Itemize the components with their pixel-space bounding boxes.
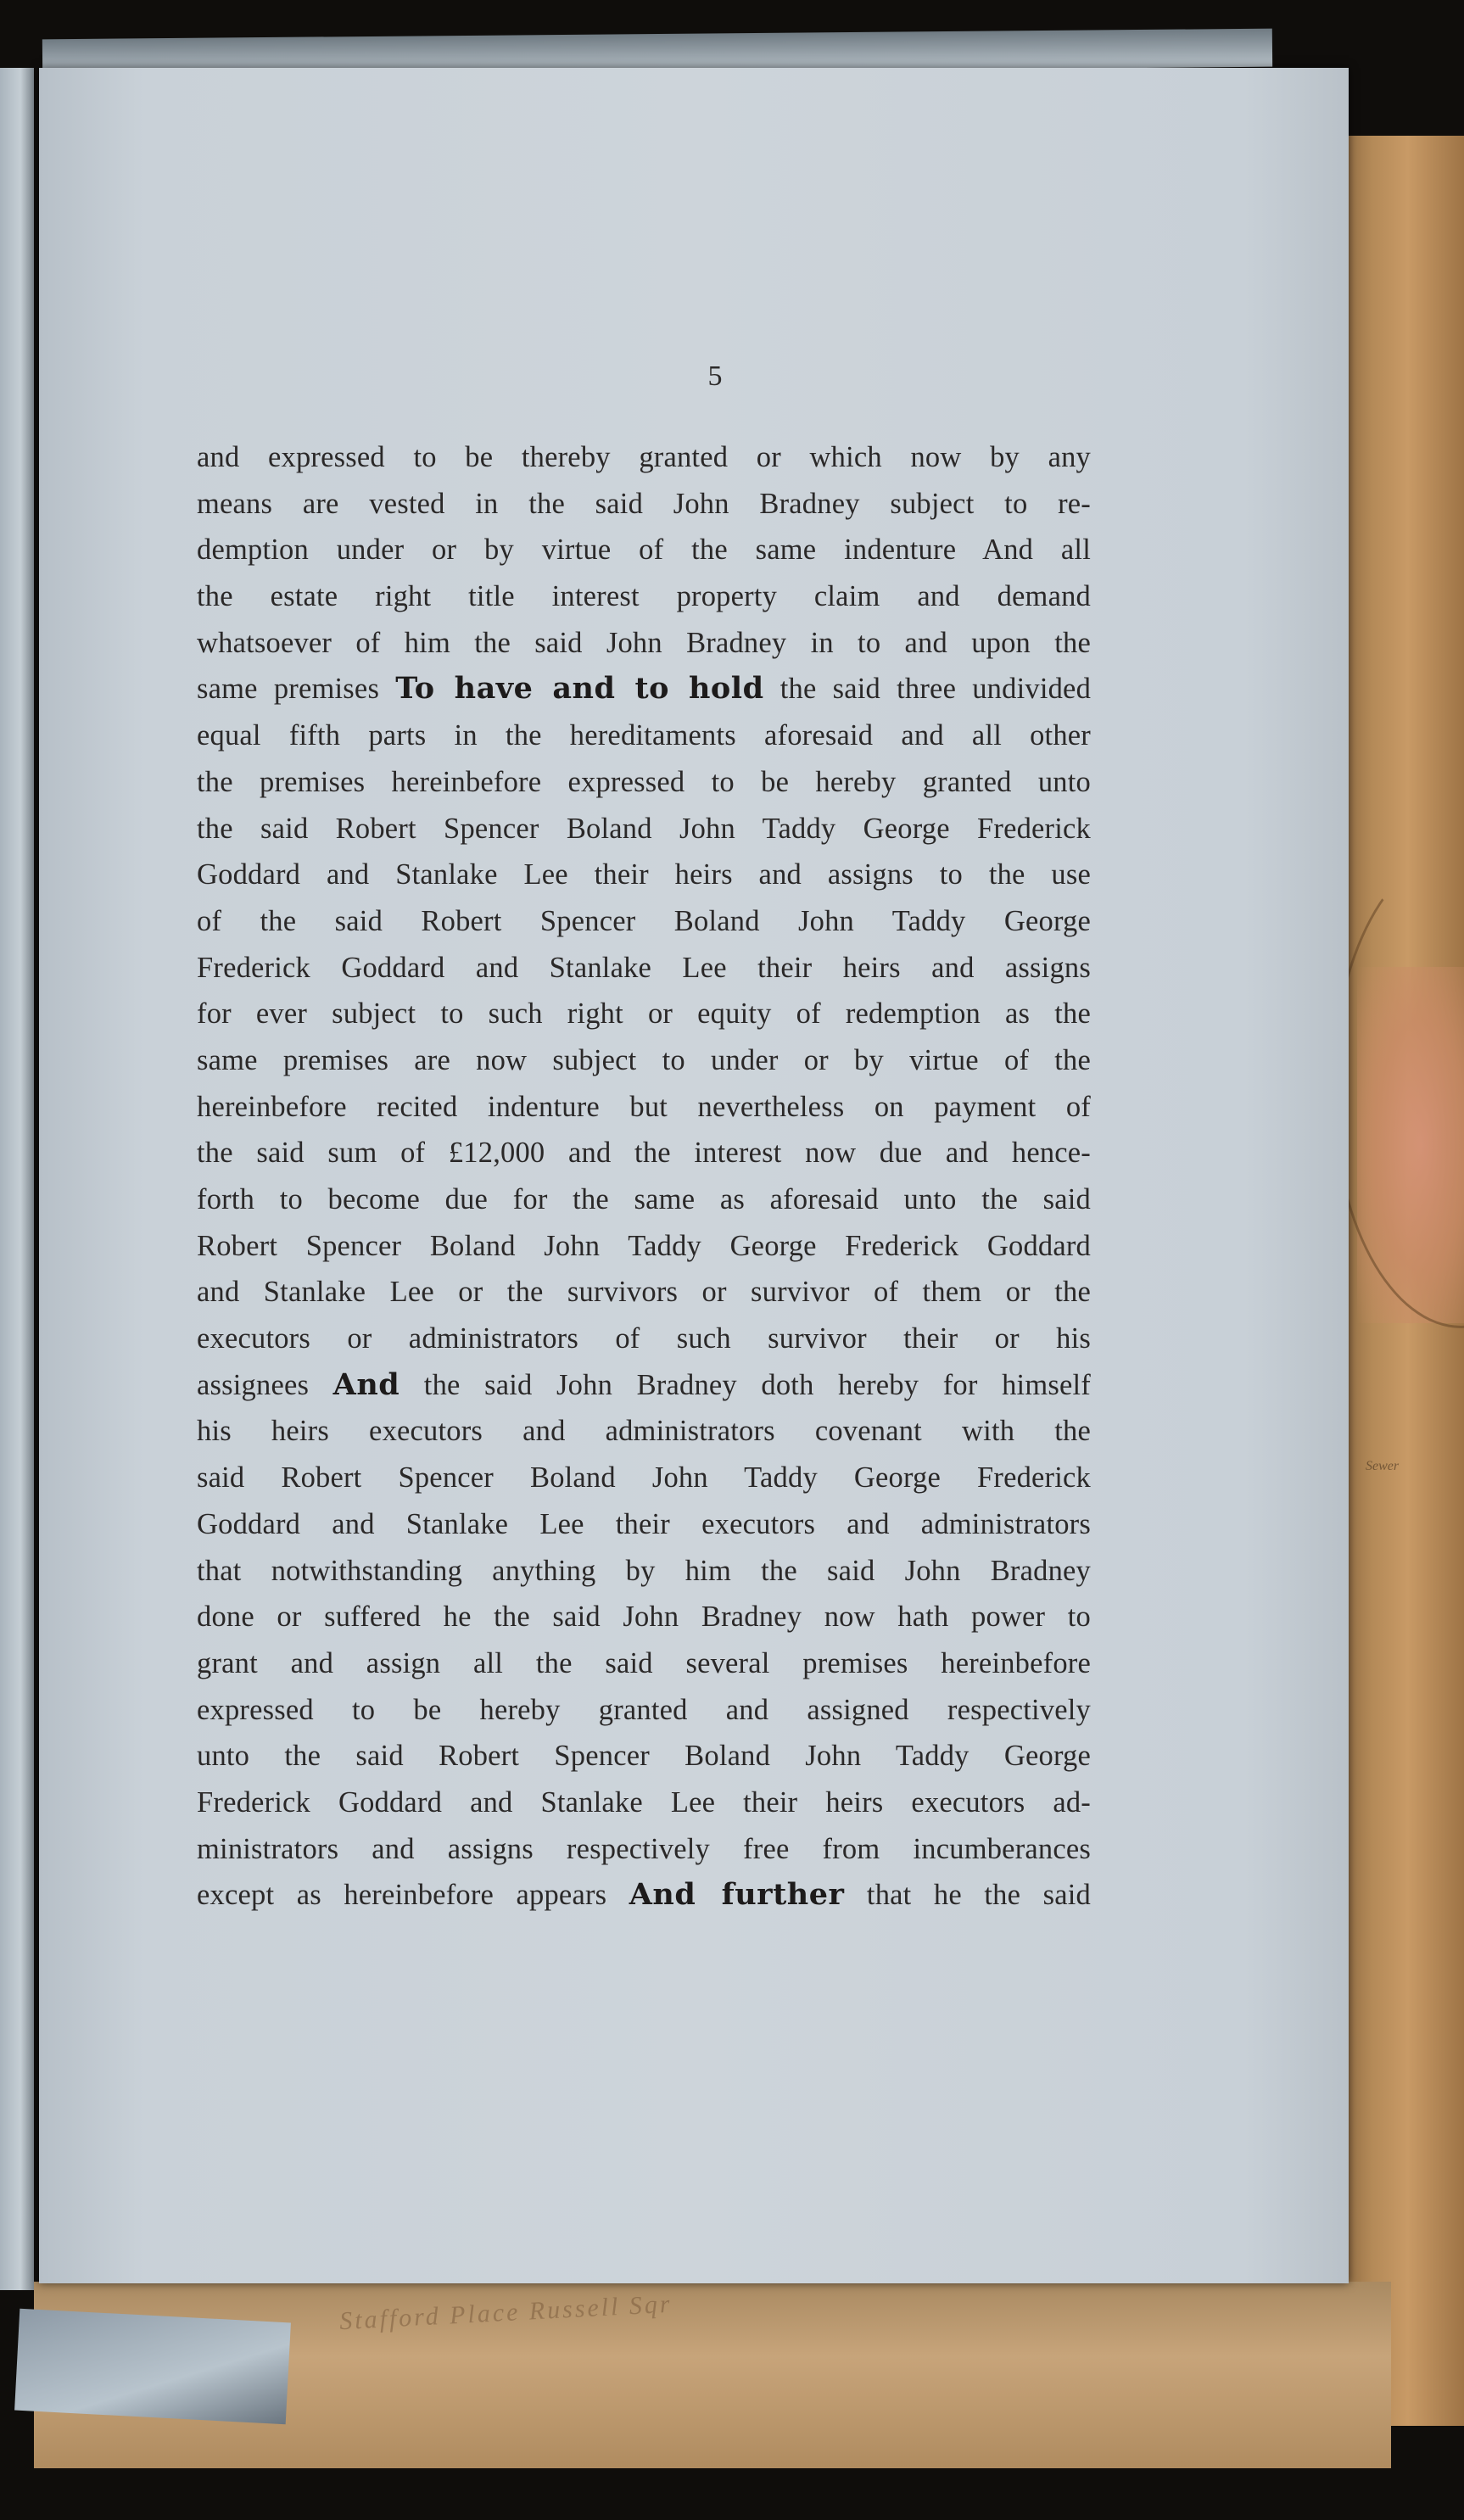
text-line xyxy=(197,1362,1091,1409)
text-run: his heirs executors and administrators covenant with the xyxy=(197,1415,1091,1448)
text-line xyxy=(197,1176,1091,1223)
text-run: that notwithstanding anything by him the said John Bradney xyxy=(197,1554,1091,1587)
text-run: the estate right title interest property claim and demand xyxy=(197,580,1091,613)
text-run: hereinbefore recited indenture but nevertheless on payment of xyxy=(197,1090,1091,1123)
text-run: executors or administrators of such survivor their or his xyxy=(197,1322,1091,1355)
text-line xyxy=(197,1037,1091,1084)
text-line xyxy=(197,1501,1091,1548)
text-run: and expressed to be thereby granted or which now by any xyxy=(197,441,1091,473)
text-line xyxy=(197,481,1091,528)
text-run: equal fifth parts in the hereditaments aforesaid and all other xyxy=(197,719,1091,752)
text-line xyxy=(197,1640,1091,1687)
text-run: Frederick Goddard and Stanlake Lee their heirs and assigns xyxy=(197,951,1091,984)
text-run: whatsoever of him the said John Bradney in to and upon the xyxy=(197,626,1091,659)
text-run: Frederick Goddard and Stanlake Lee their heirs executors ad- xyxy=(197,1785,1091,1819)
text-line xyxy=(197,898,1091,945)
text-line xyxy=(197,1594,1091,1640)
printed-page xyxy=(39,68,1349,2283)
text-line xyxy=(197,666,1091,712)
text-line xyxy=(197,1733,1091,1780)
text-run: the said John Bradney doth hereby for himself xyxy=(400,1368,1091,1401)
text-line xyxy=(197,1408,1091,1455)
text-run: same premises xyxy=(197,673,396,706)
text-run: the said sum of £12,000 and the interest now due and hence- xyxy=(197,1137,1091,1170)
text-run: said Robert Spencer Boland John Taddy George Frederick xyxy=(197,1461,1091,1495)
torn-paper-scrap xyxy=(14,2309,291,2425)
text-run: and Stanlake Lee or the survivors or survivor of them or the xyxy=(197,1276,1091,1309)
text-line xyxy=(197,620,1091,667)
text-line xyxy=(197,1316,1091,1362)
text-line xyxy=(197,1872,1091,1919)
text-run: demption under or by virtue of the same indenture And all xyxy=(197,534,1091,567)
text-run: ministrators and assigns respectively free from incumberances xyxy=(197,1832,1091,1865)
text-line xyxy=(197,1130,1091,1176)
text-run: same premises are now subject to under or by virtue of the xyxy=(197,1043,1091,1076)
text-line xyxy=(197,573,1091,620)
text-run: the premises hereinbefore expressed to be hereby granted unto xyxy=(197,765,1091,798)
text-line xyxy=(197,1687,1091,1734)
text-run: Goddard and Stanlake Lee their heirs and assigns to the use xyxy=(197,858,1091,891)
text-run: expressed to be hereby granted and assigned respectively xyxy=(197,1693,1091,1726)
text-line xyxy=(197,1826,1091,1873)
handwritten-address-note: Stafford Place Russell Sqr xyxy=(338,2289,673,2336)
text-run: the said Robert Spencer Boland John Taddy George Frederick xyxy=(197,812,1091,845)
facing-page-edge xyxy=(0,68,34,2290)
text-line xyxy=(197,759,1091,806)
text-run: forth to become due for the same as aforesaid unto the said xyxy=(197,1183,1091,1215)
text-run: of the said Robert Spencer Boland John Taddy George xyxy=(197,904,1091,937)
blackletter-phrase: To have and to hold xyxy=(395,671,764,707)
text-line xyxy=(197,1548,1091,1595)
text-line xyxy=(197,1223,1091,1270)
body-text xyxy=(197,434,1091,1919)
text-line xyxy=(197,852,1091,898)
text-line xyxy=(197,806,1091,852)
text-run: assignees xyxy=(197,1368,333,1401)
blackletter-phrase: And xyxy=(332,1366,400,1402)
page-number: 5 xyxy=(707,360,723,392)
text-run: grant and assign all the said several premises hereinbefore xyxy=(197,1646,1091,1679)
text-run: for ever subject to such right or equity of redemption as the xyxy=(197,997,1091,1031)
text-run: that he the said xyxy=(844,1879,1091,1912)
text-line xyxy=(197,945,1091,992)
text-run: except as hereinbefore appears xyxy=(197,1879,629,1912)
text-line xyxy=(197,1780,1091,1826)
text-line xyxy=(197,434,1091,481)
text-run: done or suffered he the said John Bradney now hath power to xyxy=(197,1601,1091,1634)
text-line xyxy=(197,1455,1091,1501)
text-line xyxy=(197,527,1091,573)
text-line xyxy=(197,991,1091,1037)
map-annotation: Sewer xyxy=(1366,1459,1400,1473)
text-run: unto the said Robert Spencer Boland John Taddy George xyxy=(197,1740,1091,1773)
text-run: the said three undivided xyxy=(763,673,1092,706)
text-line xyxy=(197,712,1091,759)
text-run: Goddard and Stanlake Lee their executors and administrators xyxy=(197,1507,1091,1540)
blackletter-phrase: And further xyxy=(629,1877,845,1913)
text-run: means are vested in the said John Bradney subject to re- xyxy=(197,487,1091,520)
text-line xyxy=(197,1084,1091,1131)
text-run: Robert Spencer Boland John Taddy George Frederick Goddard xyxy=(197,1229,1091,1262)
text-line xyxy=(197,1269,1091,1316)
